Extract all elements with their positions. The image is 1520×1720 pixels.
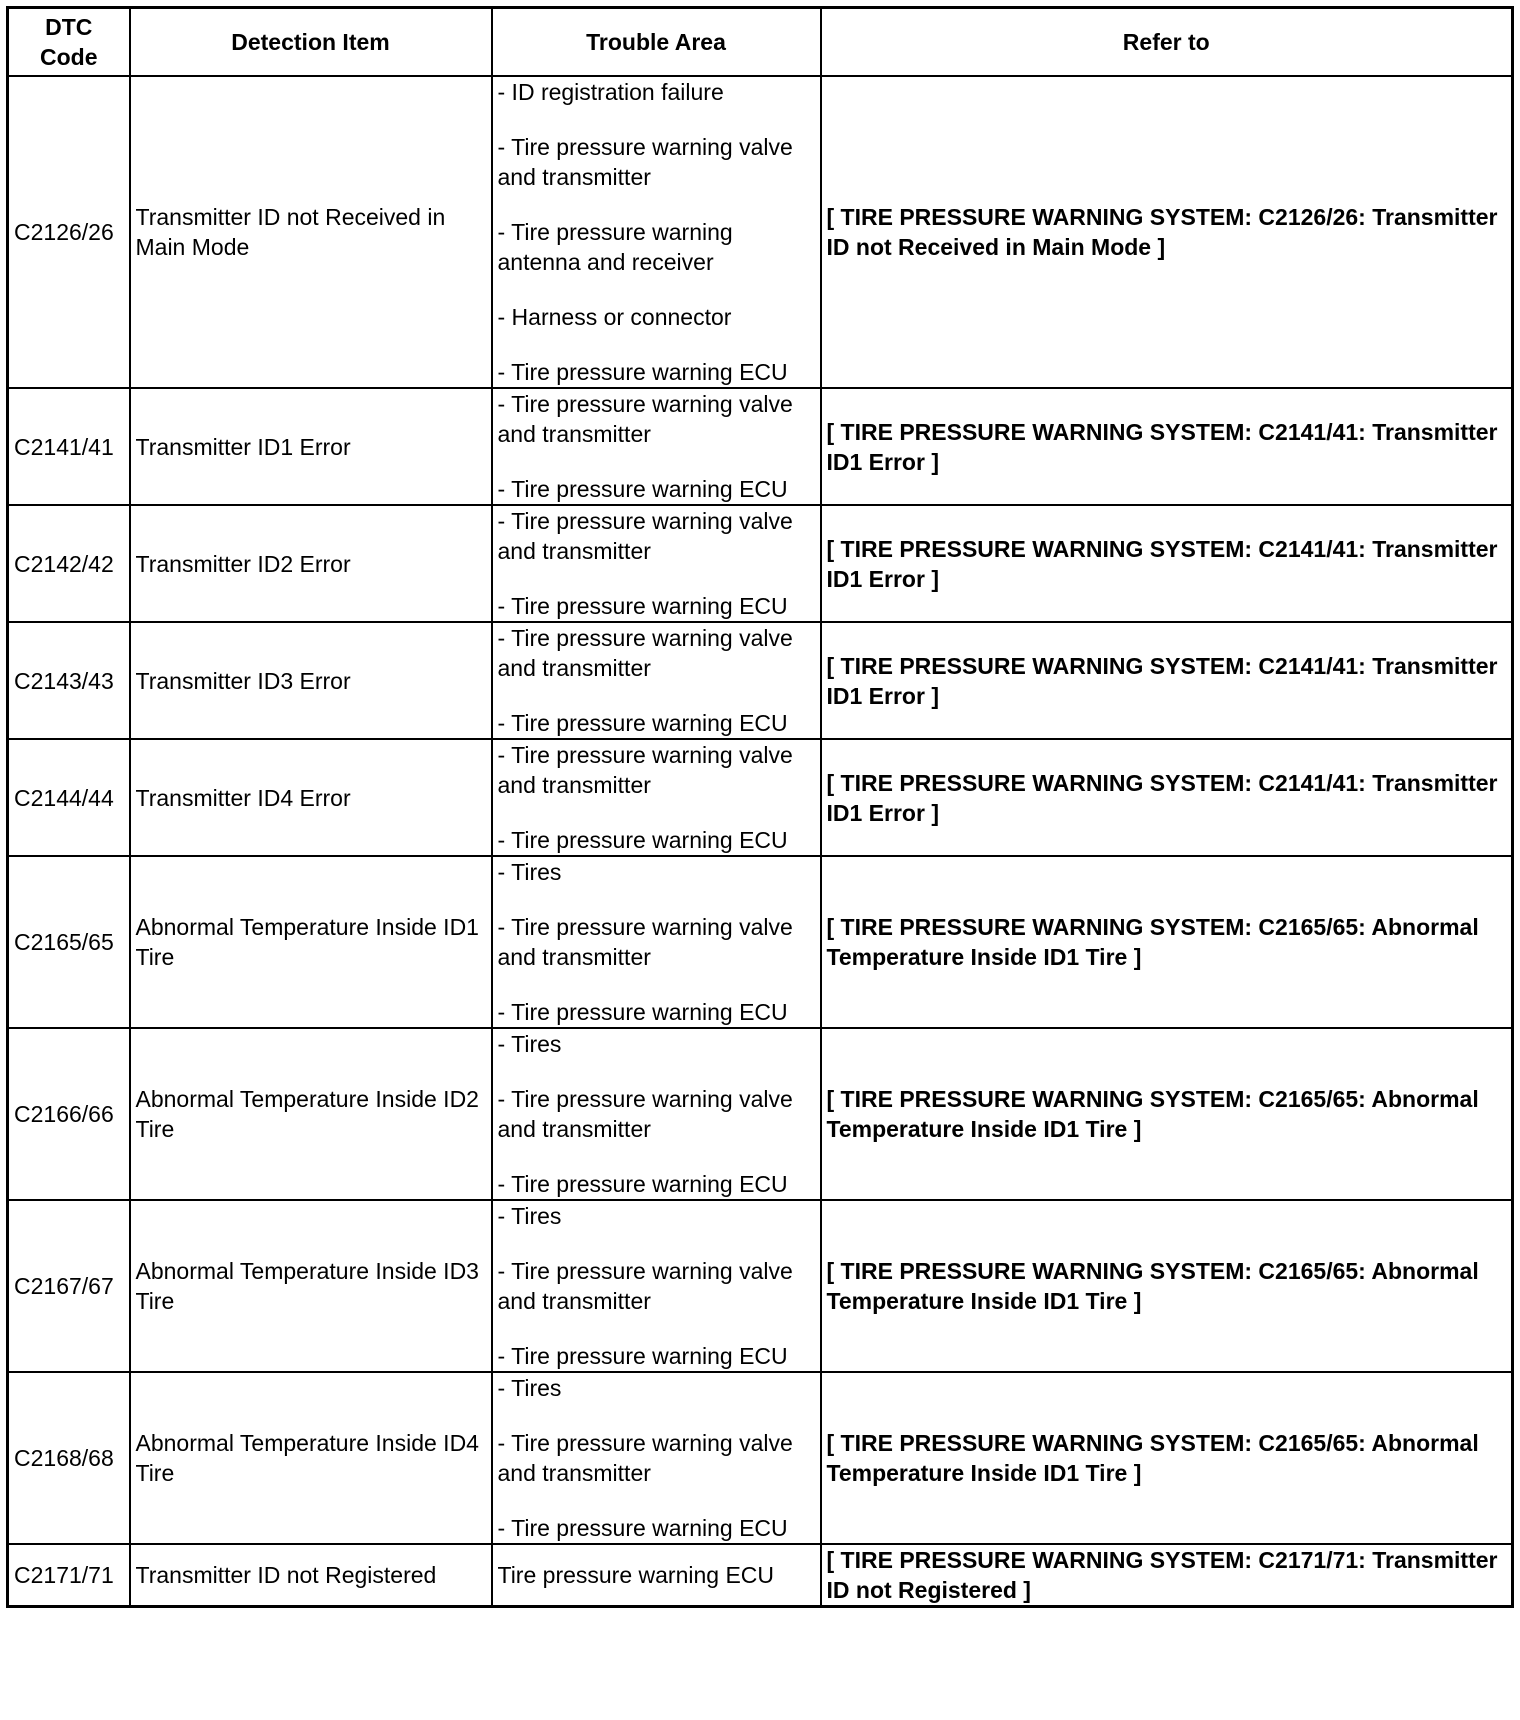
trouble-area-cell <box>492 1544 821 1607</box>
table-row <box>8 76 1513 388</box>
detection-item-cell: Abnormal Temperature Inside ID2 Tire <box>130 1028 492 1200</box>
trouble-area-item: - ID registration failure <box>497 79 724 105</box>
trouble-area-item: - Tire pressure warning ECU <box>497 827 788 853</box>
trouble-area-item: - Harness or connector <box>497 304 732 330</box>
dtc-code-cell: C2126/26 <box>8 76 130 388</box>
table-row <box>8 1028 1513 1200</box>
trouble-area-item: - Tire pressure warning valve and transmitter <box>497 391 793 447</box>
header-detection-item: Detection Item <box>130 8 492 77</box>
dtc-code-cell: C2142/42 <box>8 505 130 622</box>
dtc-table-sheet <box>6 6 1514 1608</box>
refer-to-link[interactable]: [ TIRE PRESSURE WARNING SYSTEM: C2165/65: Abnormal Temperature Inside ID1 Tire ] <box>821 1200 1513 1372</box>
trouble-area-item: - Tire pressure warning ECU <box>497 999 788 1025</box>
trouble-area-cell <box>492 388 821 505</box>
table-header <box>8 8 1513 77</box>
table-row <box>8 1200 1513 1372</box>
table-row <box>8 388 1513 505</box>
detection-item-cell: Abnormal Temperature Inside ID1 Tire <box>130 856 492 1028</box>
dtc-code-cell: C2141/41 <box>8 388 130 505</box>
trouble-area-cell <box>492 739 821 856</box>
header-refer-to: Refer to <box>821 8 1513 77</box>
header-dtc-code: DTC Code <box>8 8 130 77</box>
header-row <box>8 8 1513 77</box>
trouble-area-item: - Tire pressure warning ECU <box>497 359 788 385</box>
detection-item-cell: Abnormal Temperature Inside ID4 Tire <box>130 1372 492 1544</box>
trouble-area-item: - Tires <box>497 1203 562 1229</box>
table-row <box>8 1544 1513 1607</box>
header-trouble-area: Trouble Area <box>492 8 821 77</box>
detection-item-cell: Transmitter ID not Received in Main Mode <box>130 76 492 388</box>
trouble-area-item: - Tire pressure warning ECU <box>497 1515 788 1541</box>
detection-item-cell: Transmitter ID2 Error <box>130 505 492 622</box>
dtc-code-cell: C2166/66 <box>8 1028 130 1200</box>
detection-item-cell: Transmitter ID not Registered <box>130 1544 492 1607</box>
table-body <box>8 76 1513 1607</box>
refer-to-link[interactable]: [ TIRE PRESSURE WARNING SYSTEM: C2171/71: Transmitter ID not Registered ] <box>821 1544 1513 1607</box>
trouble-area-item: - Tire pressure warning valve and transmitter <box>497 742 793 798</box>
trouble-area-cell <box>492 622 821 739</box>
trouble-area-item: - Tire pressure warning valve and transmitter <box>497 1430 793 1486</box>
trouble-area-cell <box>492 1200 821 1372</box>
trouble-area-item: - Tire pressure warning valve and transmitter <box>497 1086 793 1142</box>
dtc-code-cell: C2171/71 <box>8 1544 130 1607</box>
trouble-area-cell <box>492 76 821 388</box>
trouble-area-item: Tire pressure warning ECU <box>497 1562 775 1588</box>
trouble-area-item: - Tires <box>497 1375 562 1401</box>
trouble-area-cell <box>492 1028 821 1200</box>
trouble-area-cell <box>492 856 821 1028</box>
trouble-area-item: - Tire pressure warning valve and transmitter <box>497 508 793 564</box>
trouble-area-cell <box>492 505 821 622</box>
trouble-area-cell <box>492 1372 821 1544</box>
dtc-code-cell: C2143/43 <box>8 622 130 739</box>
detection-item-cell: Transmitter ID1 Error <box>130 388 492 505</box>
refer-to-link[interactable]: [ TIRE PRESSURE WARNING SYSTEM: C2141/41: Transmitter ID1 Error ] <box>821 505 1513 622</box>
trouble-area-item: - Tire pressure warning ECU <box>497 1343 788 1369</box>
detection-item-cell: Transmitter ID4 Error <box>130 739 492 856</box>
table-row <box>8 856 1513 1028</box>
trouble-area-item: - Tire pressure warning ECU <box>497 476 788 502</box>
refer-to-link[interactable]: [ TIRE PRESSURE WARNING SYSTEM: C2141/41: Transmitter ID1 Error ] <box>821 622 1513 739</box>
refer-to-link[interactable]: [ TIRE PRESSURE WARNING SYSTEM: C2141/41: Transmitter ID1 Error ] <box>821 388 1513 505</box>
trouble-area-item: - Tires <box>497 859 562 885</box>
dtc-table <box>6 6 1514 1608</box>
dtc-code-cell: C2167/67 <box>8 1200 130 1372</box>
trouble-area-item: - Tire pressure warning valve and transmitter <box>497 1258 793 1314</box>
refer-to-link[interactable]: [ TIRE PRESSURE WARNING SYSTEM: C2126/26: Transmitter ID not Received in Main Mode ] <box>821 76 1513 388</box>
table-row <box>8 1372 1513 1544</box>
detection-item-cell: Abnormal Temperature Inside ID3 Tire <box>130 1200 492 1372</box>
table-row <box>8 505 1513 622</box>
refer-to-link[interactable]: [ TIRE PRESSURE WARNING SYSTEM: C2165/65: Abnormal Temperature Inside ID1 Tire ] <box>821 856 1513 1028</box>
refer-to-link[interactable]: [ TIRE PRESSURE WARNING SYSTEM: C2165/65: Abnormal Temperature Inside ID1 Tire ] <box>821 1372 1513 1544</box>
trouble-area-item: - Tires <box>497 1031 562 1057</box>
refer-to-link[interactable]: [ TIRE PRESSURE WARNING SYSTEM: C2165/65: Abnormal Temperature Inside ID1 Tire ] <box>821 1028 1513 1200</box>
table-row <box>8 622 1513 739</box>
dtc-code-cell: C2144/44 <box>8 739 130 856</box>
trouble-area-item: - Tire pressure warning valve and transmitter <box>497 625 793 681</box>
dtc-code-cell: C2168/68 <box>8 1372 130 1544</box>
trouble-area-item: - Tire pressure warning ECU <box>497 593 788 619</box>
trouble-area-item: - Tire pressure warning antenna and receiver <box>497 219 733 275</box>
refer-to-link[interactable]: [ TIRE PRESSURE WARNING SYSTEM: C2141/41: Transmitter ID1 Error ] <box>821 739 1513 856</box>
trouble-area-item: - Tire pressure warning ECU <box>497 710 788 736</box>
dtc-code-cell: C2165/65 <box>8 856 130 1028</box>
detection-item-cell: Transmitter ID3 Error <box>130 622 492 739</box>
trouble-area-item: - Tire pressure warning ECU <box>497 1171 788 1197</box>
trouble-area-item: - Tire pressure warning valve and transmitter <box>497 134 793 190</box>
trouble-area-item: - Tire pressure warning valve and transmitter <box>497 914 793 970</box>
table-row <box>8 739 1513 856</box>
